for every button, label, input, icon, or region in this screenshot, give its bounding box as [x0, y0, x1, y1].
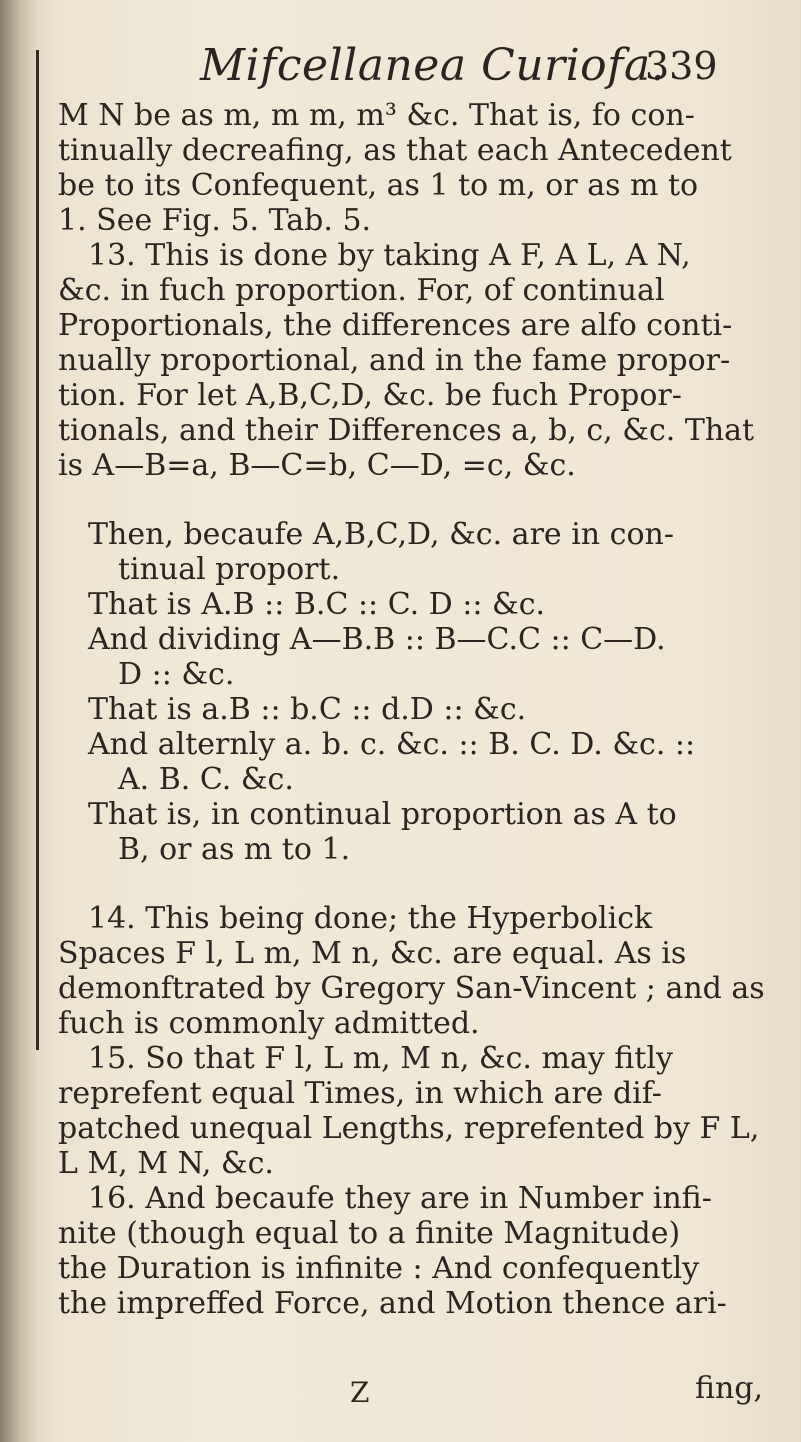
- spacer: [58, 483, 788, 517]
- text-line: 13. This is done by taking A F, A L, A N,: [88, 238, 691, 273]
- text-line: nite (though equal to a finite Magnitude): [58, 1216, 681, 1251]
- text-line: And dividing A—B.B :: B—C.C :: C—D.: [88, 622, 666, 657]
- text-line: patched unequal Lengths, reprefented by F L,: [58, 1111, 760, 1146]
- catchword: fing,: [695, 1371, 764, 1406]
- binding-edge: [36, 50, 39, 1050]
- paragraph-14: [58, 901, 788, 1041]
- paragraph-12-continuation: [58, 98, 788, 238]
- text-line: the Duration is infinite : And confequently: [58, 1251, 700, 1286]
- text-line: nually proportional, and in the fame propor-: [58, 343, 731, 378]
- running-title: Mifcellanea Curiofa.: [200, 40, 666, 91]
- body-text: [58, 98, 788, 1321]
- text-line: D :: &c.: [118, 657, 235, 692]
- paragraph-16: [58, 1181, 788, 1321]
- text-line: tionals, and their Differences a, b, c, &c. That: [58, 413, 755, 448]
- text-line: &c. in fuch proportion. For, of continual: [58, 273, 665, 308]
- text-line: 1. See Fig. 5. Tab. 5.: [58, 203, 372, 238]
- text-line: tinually decreafing, as that each Antecedent: [58, 133, 732, 168]
- text-line: That is, in continual proportion as A to: [88, 797, 677, 832]
- page-gutter-shadow: [0, 0, 38, 1442]
- text-line: That is A.B :: B.C :: C. D :: &c.: [88, 587, 546, 622]
- text-line: M N be as m, m m, m³ &c. That is, fo con-: [58, 98, 695, 133]
- paragraph-15: [58, 1041, 788, 1181]
- signature-mark: Z: [350, 1376, 370, 1409]
- spacer: [58, 867, 788, 901]
- text-line: tinual proport.: [118, 552, 341, 587]
- text-line: A. B. C. &c.: [118, 762, 294, 797]
- text-line: 16. And becaufe they are in Number infi-: [88, 1181, 712, 1216]
- page-number: 339: [645, 44, 718, 88]
- text-line: That is a.B :: b.C :: d.D :: &c.: [88, 692, 527, 727]
- text-line: tion. For let A,B,C,D, &c. be fuch Propor-: [58, 378, 682, 413]
- text-line: the impreffed Force, and Motion thence ari-: [58, 1286, 727, 1321]
- text-line: reprefent equal Times, in which are dif-: [58, 1076, 662, 1111]
- text-line: 14. This being done; the Hyperbolick: [88, 901, 653, 936]
- proportion-demonstration: [58, 517, 788, 867]
- text-line: fuch is commonly admitted.: [58, 1006, 480, 1041]
- text-line: 15. So that F l, L m, M n, &c. may fitly: [88, 1041, 673, 1076]
- text-line: B, or as m to 1.: [118, 832, 351, 867]
- text-line: Proportionals, the differences are alfo conti-: [58, 308, 733, 343]
- text-line: L M, M N, &c.: [58, 1146, 274, 1181]
- text-line: And alternly a. b. c. &c. :: B. C. D. &c. ::: [88, 727, 696, 762]
- text-line: demonftrated by Gregory San-Vincent ; and as: [58, 971, 765, 1006]
- text-line: is A—B=a, B—C=b, C—D, =c, &c.: [58, 448, 576, 483]
- text-line: Then, becaufe A,B,C,D, &c. are in con-: [88, 517, 674, 552]
- paragraph-13: [58, 238, 788, 483]
- text-line: Spaces F l, L m, M n, &c. are equal. As is: [58, 936, 687, 971]
- text-line: be to its Confequent, as 1 to m, or as m to: [58, 168, 699, 203]
